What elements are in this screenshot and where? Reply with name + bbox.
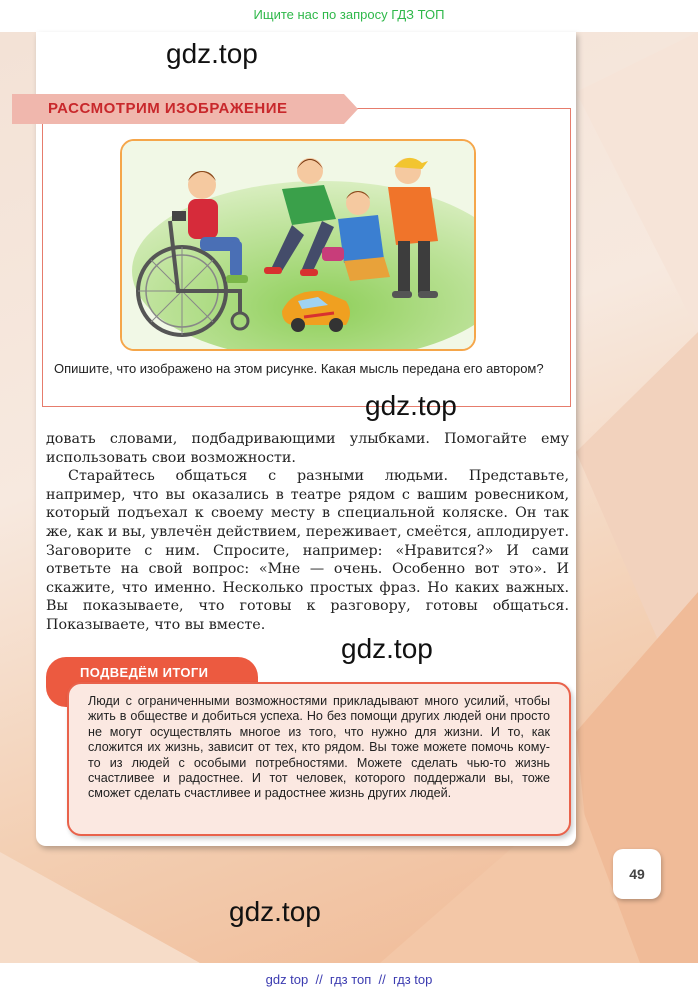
page-number-badge — [613, 849, 661, 899]
watermark: gdz.top — [365, 390, 457, 421]
top-banner — [0, 0, 698, 32]
page-number: 49 — [629, 866, 645, 882]
section-title: РАССМОТРИМ ИЗОБРАЖЕНИЕ — [48, 100, 288, 117]
paragraph: довать словами, подбадривающими улыбками. Помогайте ему использовать свои возможности. — [46, 431, 569, 466]
paragraph: Старайтесь общаться с разными людьми. Представьте, например, что вы оказались в театре рядом с вашим ровесником, который подъехал к своему месту в специальной коляске. Он так же, как и вы, увлечён действием, переживает, смеётся, аплодирует. Заговорите с ним. Спросите, например: «Нравится?» И сами ответьте на свой вопрос: «Мне — очень. Особенно вот это». И скажите, что именно. Несколько простых фраз. Но каких важных. Вы показываете, что готовы к разговору, готовы общаться. Показываете, что вы вместе. — [46, 468, 569, 633]
bottom-bar — [0, 963, 698, 997]
body-text — [46, 430, 569, 635]
watermark: gdz.top — [166, 38, 258, 69]
summary-title: ПОДВЕДЁМ ИТОГИ — [80, 665, 209, 680]
watermark: gdz.top — [341, 633, 433, 664]
illustration — [120, 139, 476, 351]
summary-text: Люди с ограниченными возможностями прикладывают много усилий, чтобы жить в обществе и добиться успеха. Но без помощи других людей они просто не могут осуществлять многое из того, что нужно для жизни. И то, как сложится их жизнь, зависит от тех, кто рядом. Вы тоже можете помочь кому-то из людей с особыми потребностями. Можете сделать чью-то жизнь счастливее и радостнее. И тот человек, которого поддержали вы, тоже сможет сделать счастливее и радостнее жизнь других людей. — [88, 694, 550, 801]
children-playing-illustration — [122, 141, 474, 349]
section-header — [12, 94, 344, 124]
bottom-bar-text: gdz top // гдз топ // гдз top — [265, 972, 433, 987]
section-caption: Опишите, что изображено на этом рисунке. Какая мысль передана его автором? — [54, 361, 544, 376]
watermark: gdz.top — [229, 896, 321, 927]
top-banner-text: Ищите нас по запросу ГДЗ ТОП — [253, 7, 445, 22]
